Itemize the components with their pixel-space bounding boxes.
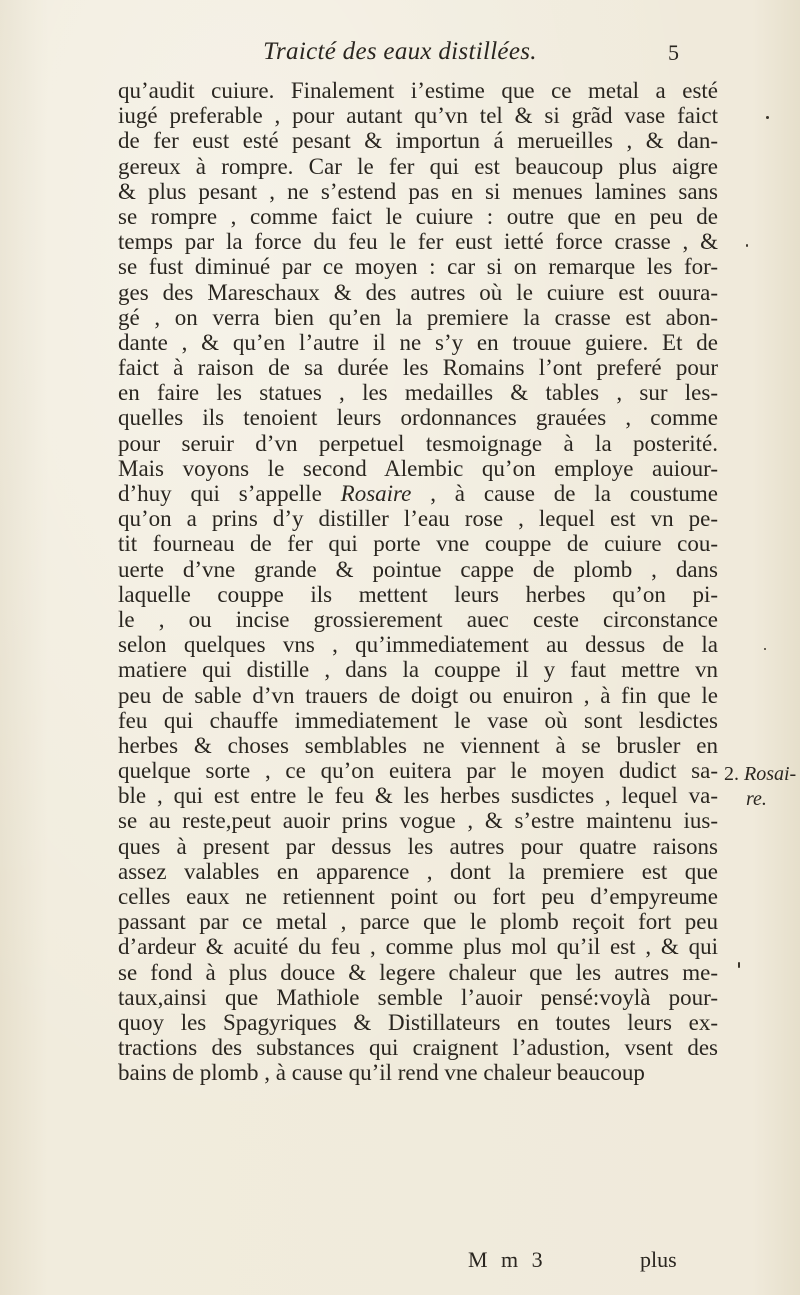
text-line: pour seruir d’vn perpetuel tesmoignage à la posterité. (118, 430, 718, 456)
text-line: gereux à rompre. Car le fer qui est beaucoup plus aigre (118, 153, 718, 179)
text-line: taux,ainsi que Mathiole semble l’auoir pensé:voylà pour- (118, 984, 718, 1010)
text-line: qu’audit cuiure. Finalement i’estime que ce metal a esté (118, 78, 718, 103)
text-line: dante , & qu’en l’autre il ne s’y en trouue guiere. Et de (118, 329, 718, 355)
text-line: tit fourneau de fer qui porte vne couppe de cuiure cou- (118, 531, 718, 557)
text-line: & plus pesant , ne s’estend pas en si menues lamines sans (118, 178, 718, 204)
text-line: faict à raison de sa durée les Romains l’ont preferé pour (118, 355, 718, 381)
text-line: ges des Mareschaux & des autres où le cuiure est ouura- (118, 279, 718, 305)
text-line: quelles ils tenoient leurs ordonnances grauées , comme (118, 405, 718, 431)
text-line: iugé preferable , pour autant qu’vn tel & si grãd vase faict (118, 103, 718, 129)
margin-note-line-2: re. (746, 788, 767, 810)
text-line: se rompre , comme faict le cuiure : outre que en peu de (118, 203, 718, 229)
text-line: le , ou incise grossierement auec ceste circonstance (118, 606, 718, 632)
text-line: bains de plomb , à cause qu’il rend vne chaleur beaucoup (118, 1060, 645, 1086)
ink-speck (764, 648, 766, 650)
margin-note-number: 2. (724, 763, 739, 785)
text-line: selon quelques vns , qu’immediatement au dessus de la (118, 632, 718, 658)
text-line: quelque sorte , ce qu’on euitera par le moyen dudict sa- (118, 758, 718, 784)
text-line: assez valables en apparence , dont la premiere est que (118, 858, 718, 884)
text-line: uerte d’vne grande & pointue cappe de plomb , dans (118, 556, 718, 582)
ink-speck (766, 116, 769, 119)
text-line: se fond à plus douce & legere chaleur que les autres me- (118, 959, 718, 985)
ink-speck (738, 962, 740, 968)
text-line: tractions des substances qui craignent l’adustion, vsent des (118, 1035, 718, 1061)
text-line: de fer eust esté pesant & importun á merueilles , & dan- (118, 128, 718, 154)
running-title: Traicté des eaux distillées. (263, 38, 537, 65)
text-line: herbes & choses semblables ne viennent à se brusler en (118, 732, 718, 758)
page-number: 5 (668, 40, 679, 65)
catchword: plus (640, 1247, 677, 1272)
ink-speck (746, 244, 748, 247)
text-line: se fust diminué par ce moyen : car si on remarque les for- (118, 254, 718, 280)
signature-mark: M m 3 (468, 1247, 547, 1272)
text-line: Mais voyons le second Alembic qu’on employe auiour- (118, 455, 718, 481)
text-line: quoy les Spagyriques & Distillateurs en toutes leurs ex- (118, 1009, 718, 1035)
text-line: ques à present par dessus les autres pour quatre raisons (118, 833, 718, 859)
text-line: gé , on verra bien qu’en la premiere la crasse est abon- (118, 304, 718, 330)
text-line: laquelle couppe ils mettent leurs herbes qu’on pi- (118, 581, 718, 607)
text-line: en faire les statues , les medailles & tables , sur les- (118, 380, 718, 406)
text-line: feu qui chauffe immediatement le vase où sont lesdictes (118, 707, 718, 733)
text-line: peu de sable d’vn trauers de doigt ou enuiron , à fin que le (118, 682, 718, 708)
text-line: ble , qui est entre le feu & les herbes susdictes , lequel va- (118, 783, 718, 809)
text-line: d’huy qui s’appelle Rosaire , à cause de la coustume (118, 481, 718, 506)
text-line: celles eaux ne retiennent point ou fort peu d’empyreume (118, 884, 718, 909)
body-text (118, 78, 718, 1086)
text-line: temps par la force du feu le fer eust ietté force crasse , & (118, 229, 718, 255)
text-line: se au reste,peut auoir prins vogue , & s’estre maintenu ius- (118, 808, 718, 834)
text-line: passant par ce metal , parce que le plomb reçoit fort peu (118, 909, 718, 935)
margin-note (724, 762, 796, 812)
text-line: qu’on a prins d’y distiller l’eau rose , lequel est vn pe- (118, 506, 718, 532)
text-line: d’ardeur & acuité du feu , comme plus mol qu’il est , & qui (118, 934, 718, 960)
margin-note-line-1: Rosai- (744, 763, 797, 785)
text-line: matiere qui distille , dans la couppe il y faut mettre vn (118, 657, 718, 683)
alembic-name: Rosaire (340, 481, 412, 506)
